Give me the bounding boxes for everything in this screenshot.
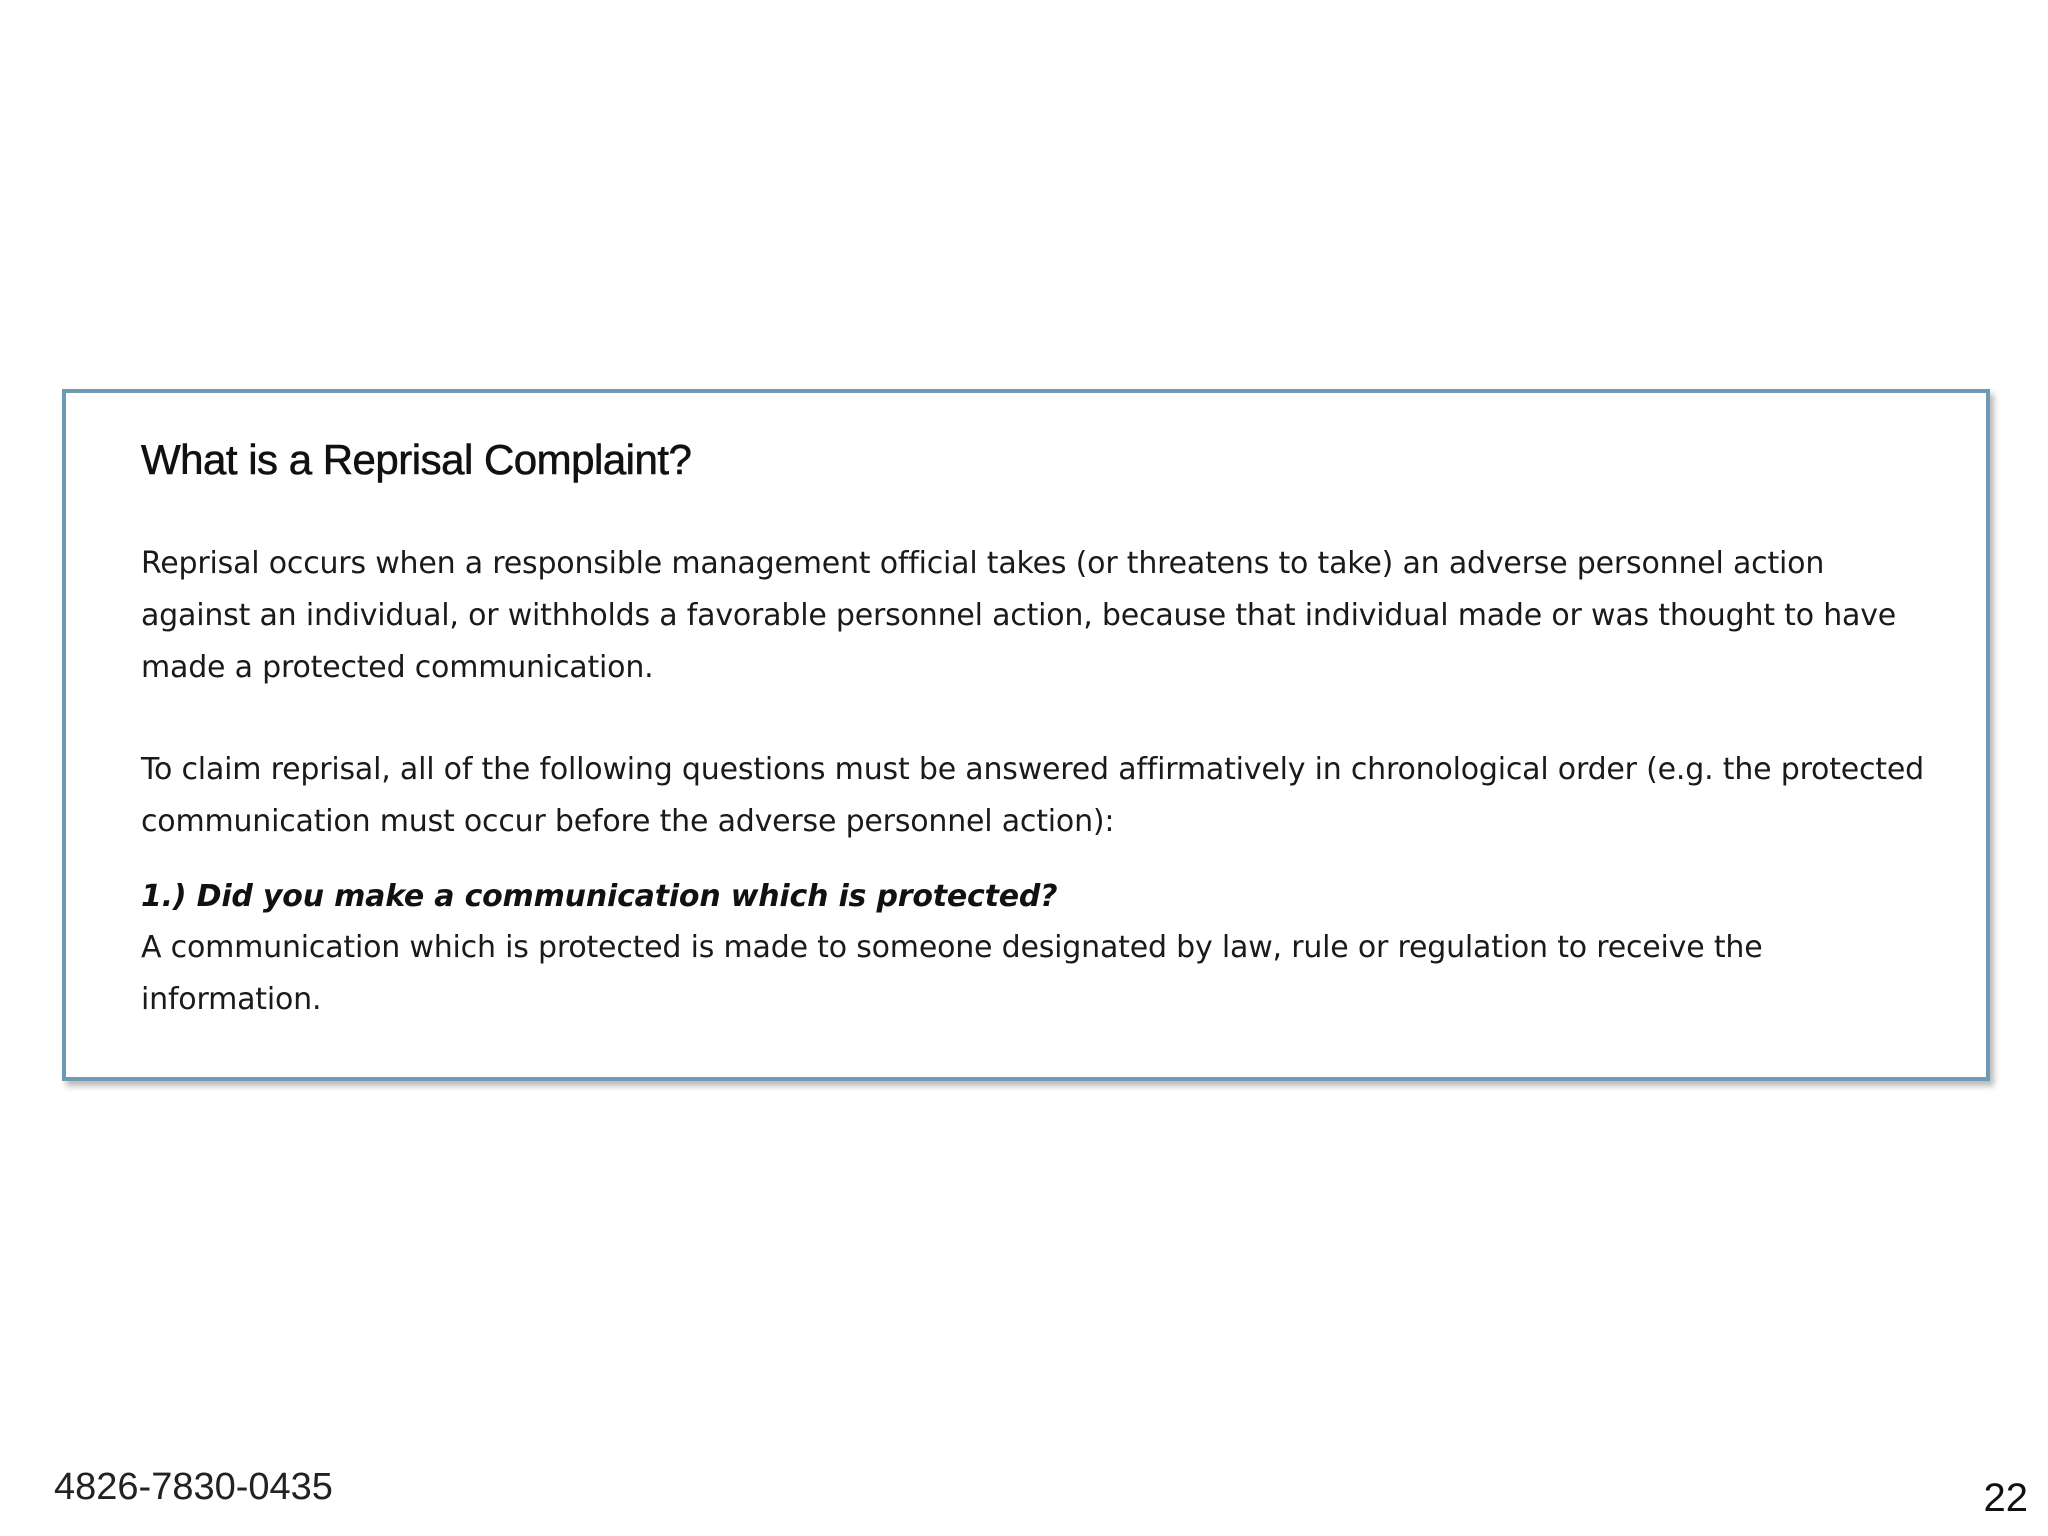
question-1-body: A communication which is protected is made to someone designated by law, rule or regulation to receive the information.	[141, 930, 1763, 1018]
panel-content	[141, 437, 1931, 1026]
panel-title: What is a Reprisal Complaint?	[141, 436, 692, 483]
reprisal-definition-paragraph: Reprisal occurs when a responsible management official takes (or threatens to take) an adverse personnel action against an individual, or withholds a favorable personnel action, because that individual made or was thought to have made a protected communication.	[141, 546, 1897, 686]
page-number: 22	[1983, 1476, 2028, 1520]
claim-requirements-paragraph: To claim reprisal, all of the following questions must be answered affirmatively in chronological order (e.g. the protected communication must occur before the adverse personnel action):	[141, 752, 1924, 840]
reprisal-info-panel	[62, 389, 1990, 1081]
document-id: 4826-7830-0435	[54, 1466, 333, 1508]
question-1-heading: 1.) Did you make a communication which is protected?	[141, 879, 1058, 915]
